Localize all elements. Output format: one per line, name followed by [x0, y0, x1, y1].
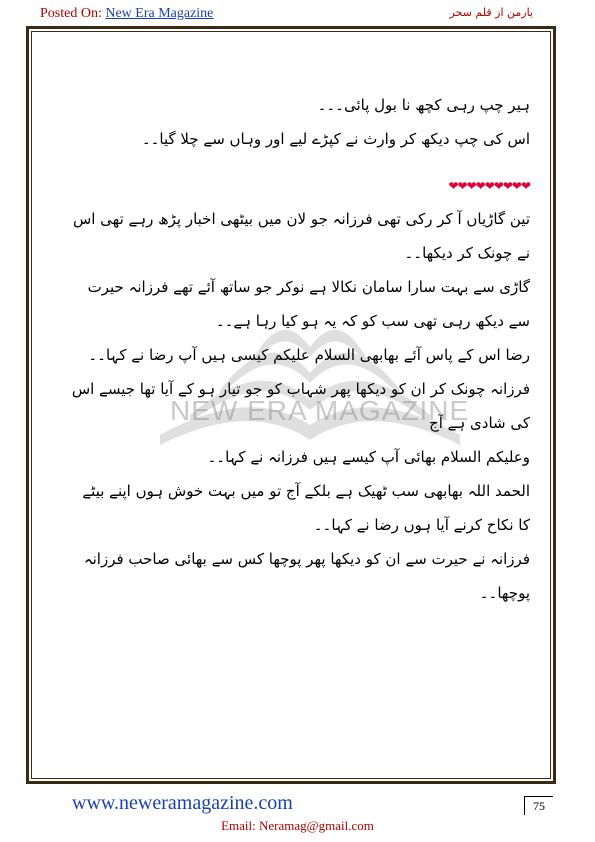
email-footer: Email: Neramag@gmail.com: [221, 818, 374, 833]
paragraph: تین گاڑیاں آ کر رکی تھی فرزانہ جو لان میں بیٹھی اخبار پڑھ رہے تھی اس نے چونک کر دیکھا۔۔: [72, 210, 530, 262]
website-link[interactable]: www.neweramagazine.com: [72, 792, 293, 814]
page-number: 75: [524, 796, 553, 815]
paragraph: رضا اس کے پاس آئے بھابھی السلام علیکم کیسی ہیں آپ رضا نے کہا۔۔: [88, 346, 530, 364]
posted-on-header: [40, 6, 213, 22]
posted-on-label: Posted On:: [40, 6, 106, 21]
paragraph: وعلیکم السلام بھائی آپ کیسے ہیں فرزانہ نے کہا۔۔: [207, 448, 530, 466]
magazine-link[interactable]: New Era Magazine: [105, 6, 214, 21]
paragraph: اس کی چپ دیکھ کر وارث نے کپڑے لیے اور وہاں سے چلا گیا۔۔: [141, 130, 530, 148]
paragraph: الحمد اللہ بھابھی سب ٹھیک ہے بلکے آج تو میں بہت خوش ہوں اپنے بیٹے کا نکاح کرنے آیا ہوں رضا نے کہا۔۔: [82, 482, 530, 534]
paragraph: فرزانہ نے حیرت سے ان کو دیکھا پھر پوچھا کس سے بھائی صاحب فرزانہ پوچھا۔۔: [83, 550, 530, 602]
hearts-divider: ❤❤❤❤❤❤❤❤❤: [448, 179, 530, 193]
paragraph: ہیر چپ رہی کچھ نا بول پائی۔۔۔: [317, 96, 530, 114]
paragraph: فرزانہ چونک کر ان کو دیکھا پھر شہاب کو جو تیار ہو کے آیا تھا جیسے اس کی شادی ہے آج: [71, 380, 530, 432]
watermark-text: NEW ERA MAGAZINE: [170, 395, 470, 426]
story-body: [70, 88, 530, 610]
paragraph: گاڑی سے بہت سارا سامان نکالا ہے نوکر جو ساتھ آئے تھے فرزانہ حیرت سے دیکھ رہی تھی سب کو کہ یہ ہو کیا رہا ہے۔۔: [87, 278, 530, 330]
author-header: یارمن از قلم سحر: [449, 6, 533, 19]
